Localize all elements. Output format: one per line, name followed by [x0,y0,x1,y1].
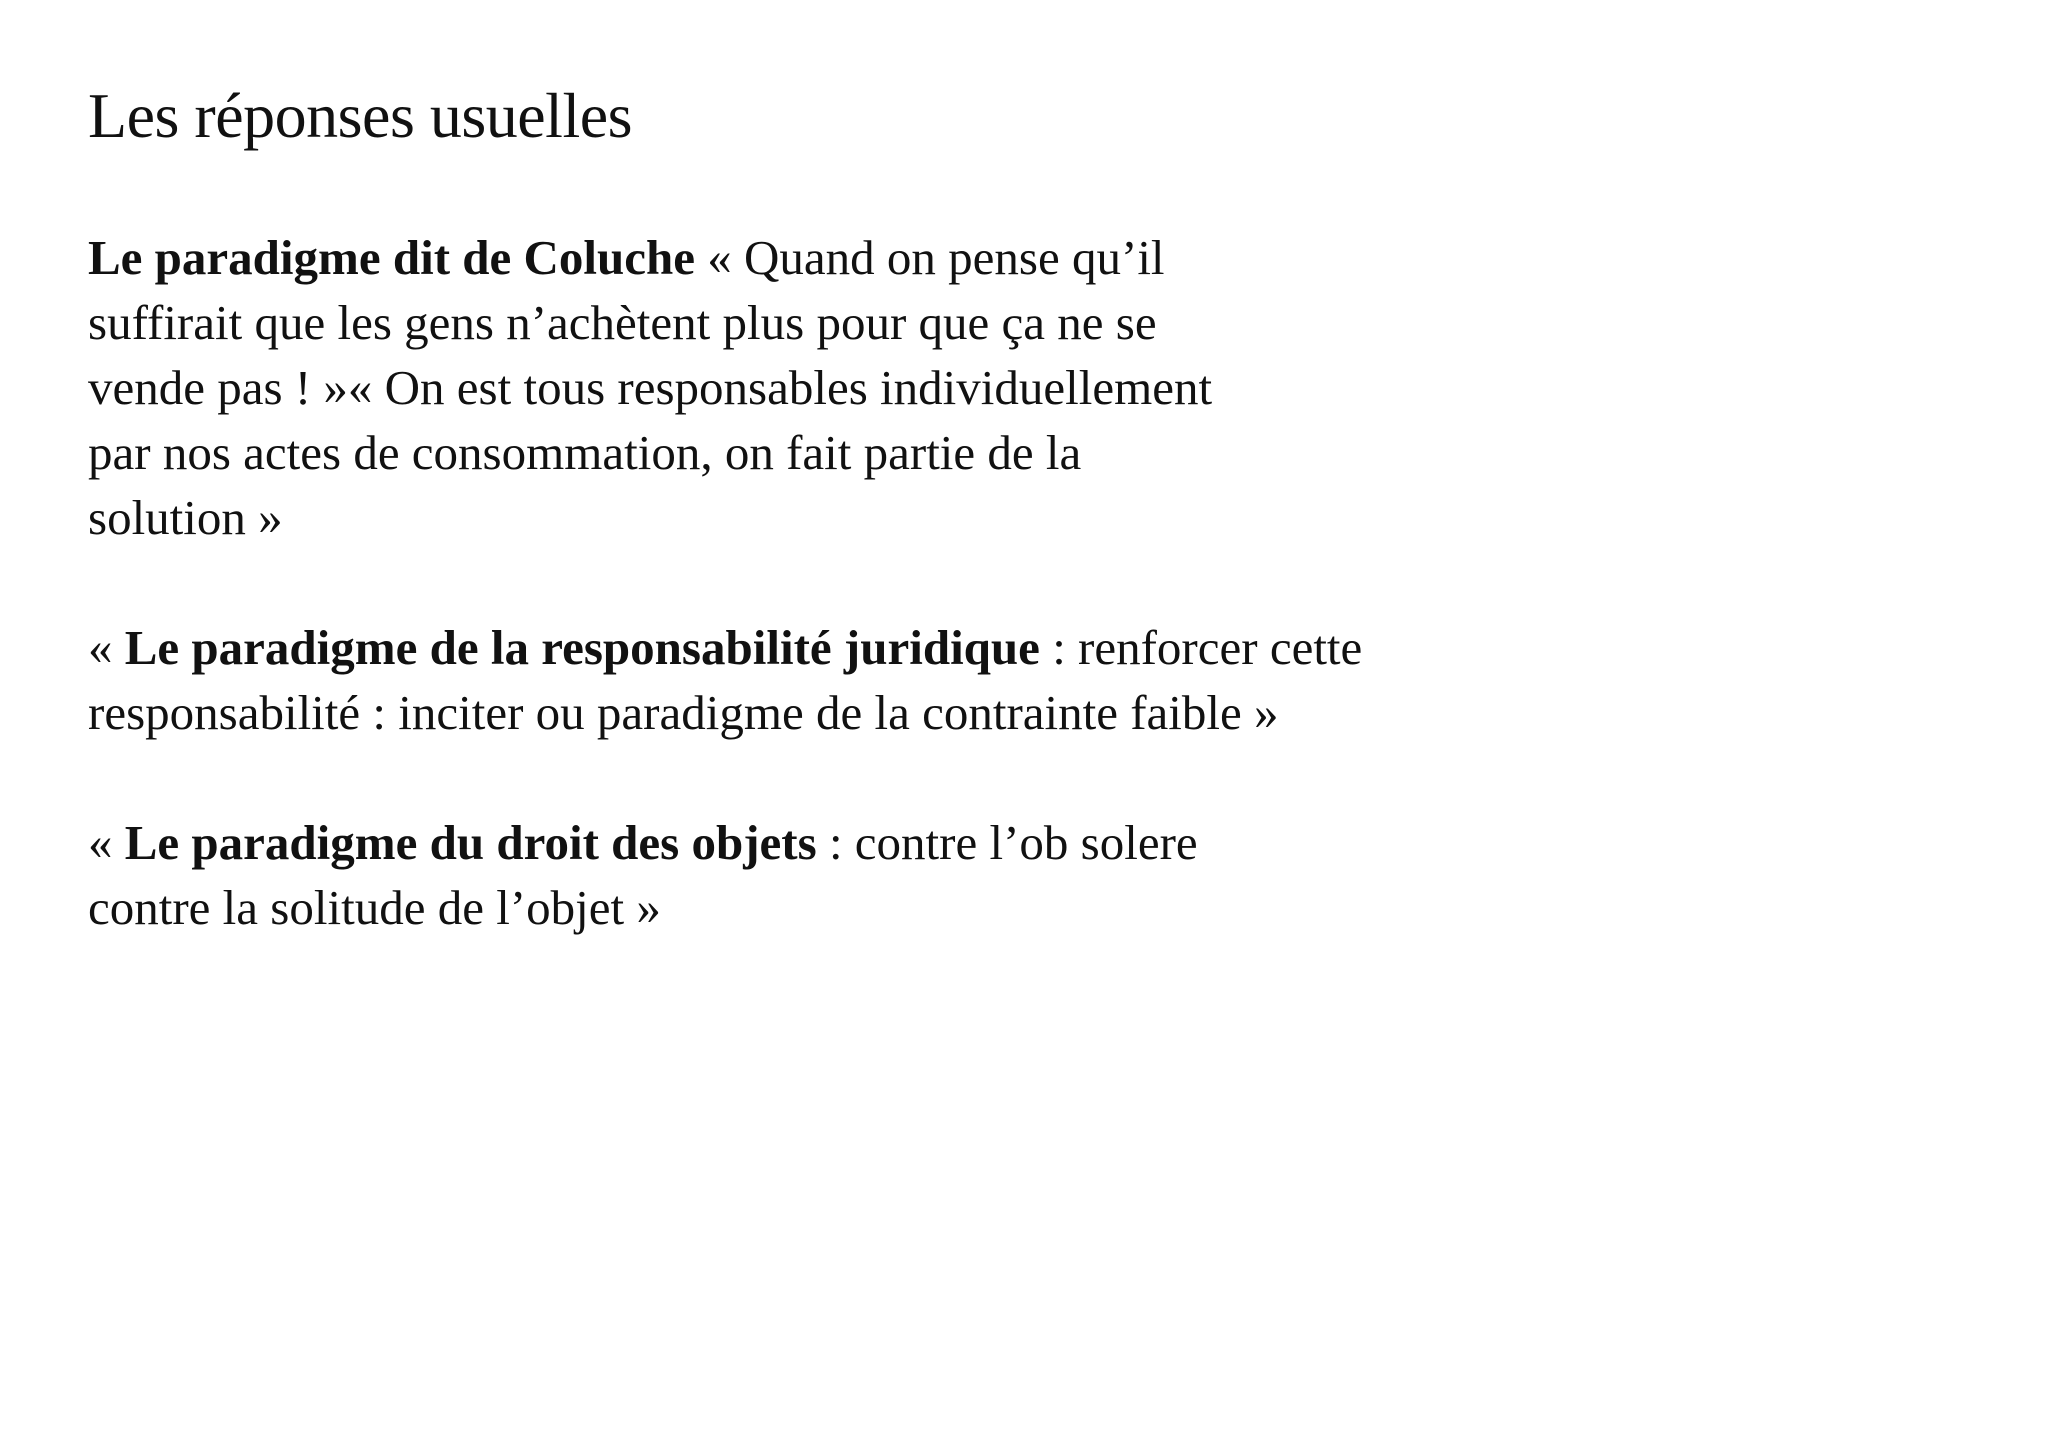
paragraph-lead: Le paradigme dit de Coluche [88,229,696,285]
paragraph-responsabilite-juridique [88,615,1368,745]
paragraph-droit-des-objets [88,810,1308,940]
slide-title: Les réponses usuelles [88,80,633,151]
paragraph-body: : contre l’ob solere contre la solitude de l’objet » [88,814,1198,935]
slide [88,78,1388,1005]
paragraph-body: : renforcer cette responsabilité : inciter ou paradigme de la contrainte faible » [88,619,1363,740]
paragraph-body: « Quand on pense qu’il suffirait que les gens n’achètent plus pour que ça ne se vende pas ! »« On est tous responsables individuellement par nos actes de consommation, on fait partie de la solution » [88,229,1213,545]
paragraph-prefix: « [88,814,125,870]
paragraph-coluche [88,225,1228,550]
paragraph-lead: Le paradigme de la responsabilité juridique [124,619,1040,675]
paragraph-prefix: « [88,619,125,675]
paragraph-lead: Le paradigme du droit des objets [124,814,817,870]
